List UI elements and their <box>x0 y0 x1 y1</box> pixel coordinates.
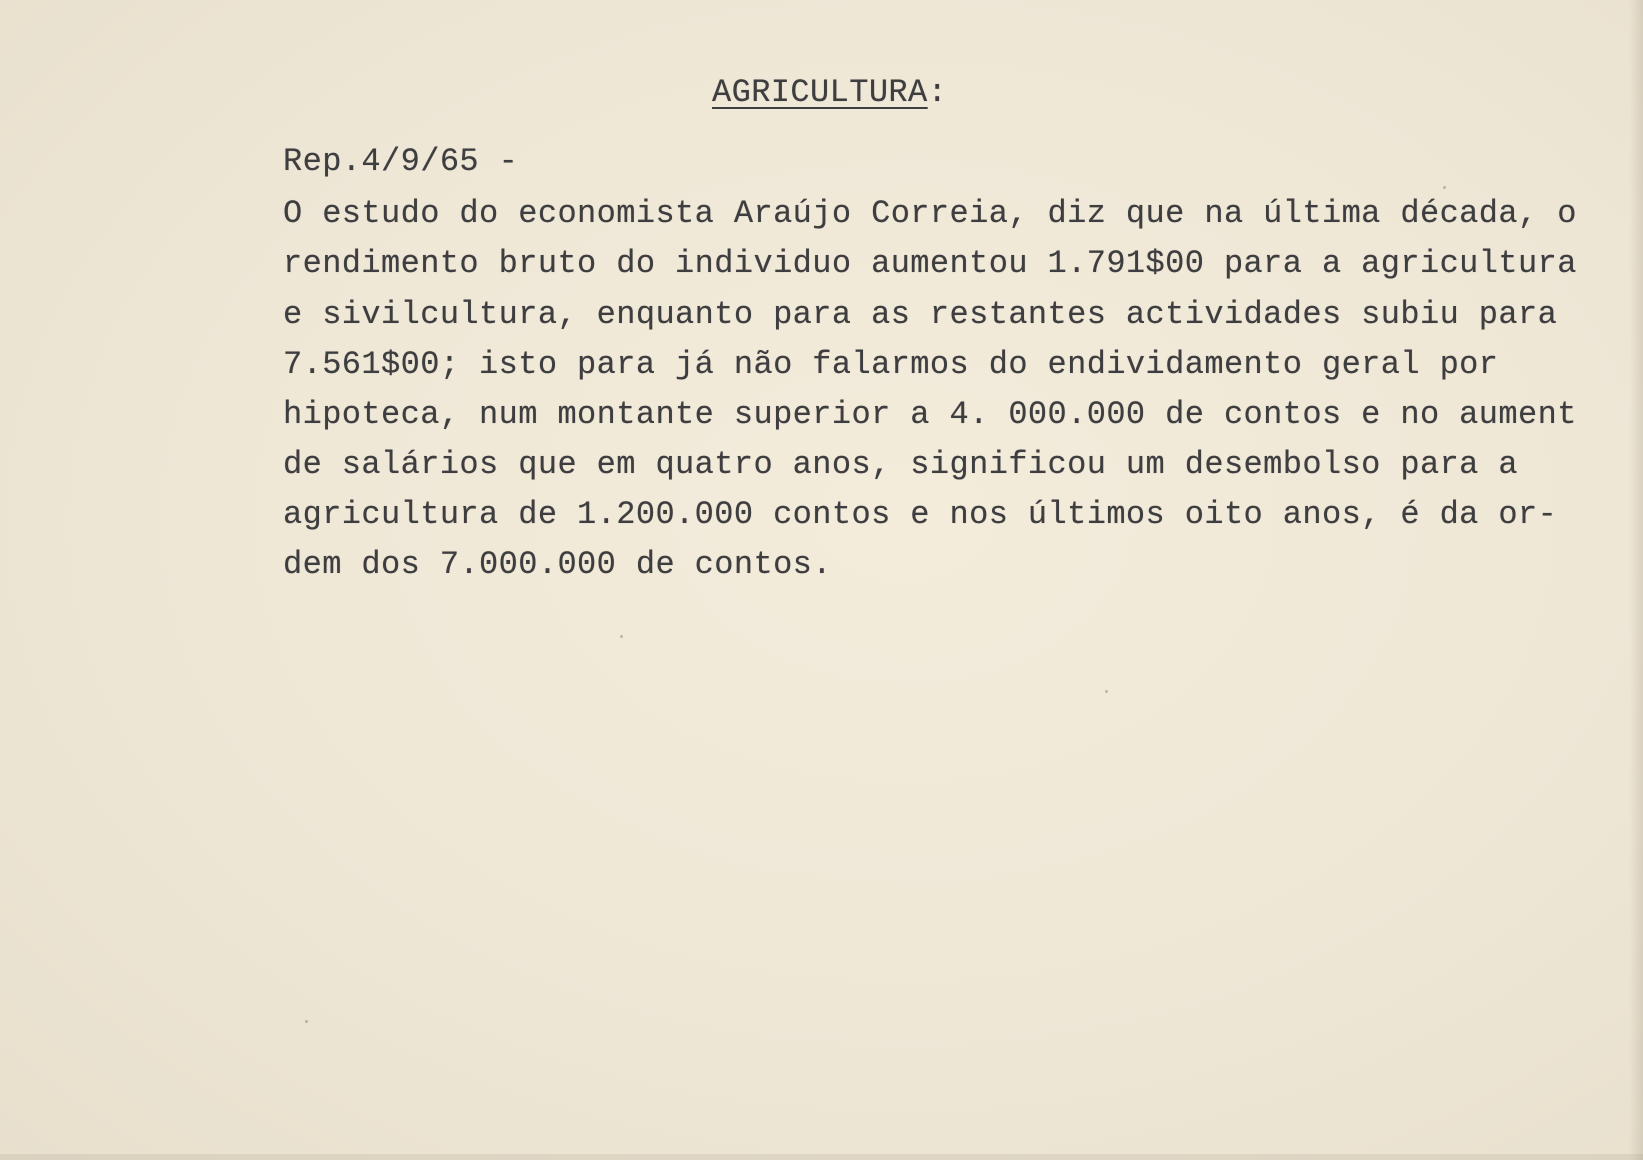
body-line-2: rendimento bruto do individuo aumentou 1.791$00 para a agricultura <box>283 245 1577 282</box>
paper-speck <box>305 1020 308 1023</box>
body-line-8: dem dos 7.000.000 de contos. <box>283 546 832 583</box>
reference-date: Rep.4/9/65 - <box>283 143 519 180</box>
paper-speck <box>1105 690 1108 693</box>
body-line-3: e sivilcultura, enquanto para as restantes actividades subiu para <box>283 296 1558 333</box>
body-line-6: de salários que em quatro anos, significou um desembolso para a <box>283 446 1518 483</box>
body-line-7: agricultura de 1.200.000 contos e nos últimos oito anos, é da or- <box>283 496 1558 533</box>
body-line-1: O estudo do economista Araújo Correia, diz que na última década, o <box>283 195 1577 232</box>
heading-title: AGRICULTURA <box>712 74 928 111</box>
heading-colon: : <box>927 74 948 111</box>
card-heading <box>712 74 947 111</box>
paper-speck <box>1443 186 1446 189</box>
card-right-edge <box>1629 0 1643 1160</box>
card-bottom-edge <box>0 1154 1643 1160</box>
body-line-5: hipoteca, num montante superior a 4. 000.000 de contos e no aument <box>283 396 1577 433</box>
body-line-4: 7.561$00; isto para já não falarmos do endividamento geral por <box>283 346 1499 383</box>
paper-speck <box>620 635 623 638</box>
